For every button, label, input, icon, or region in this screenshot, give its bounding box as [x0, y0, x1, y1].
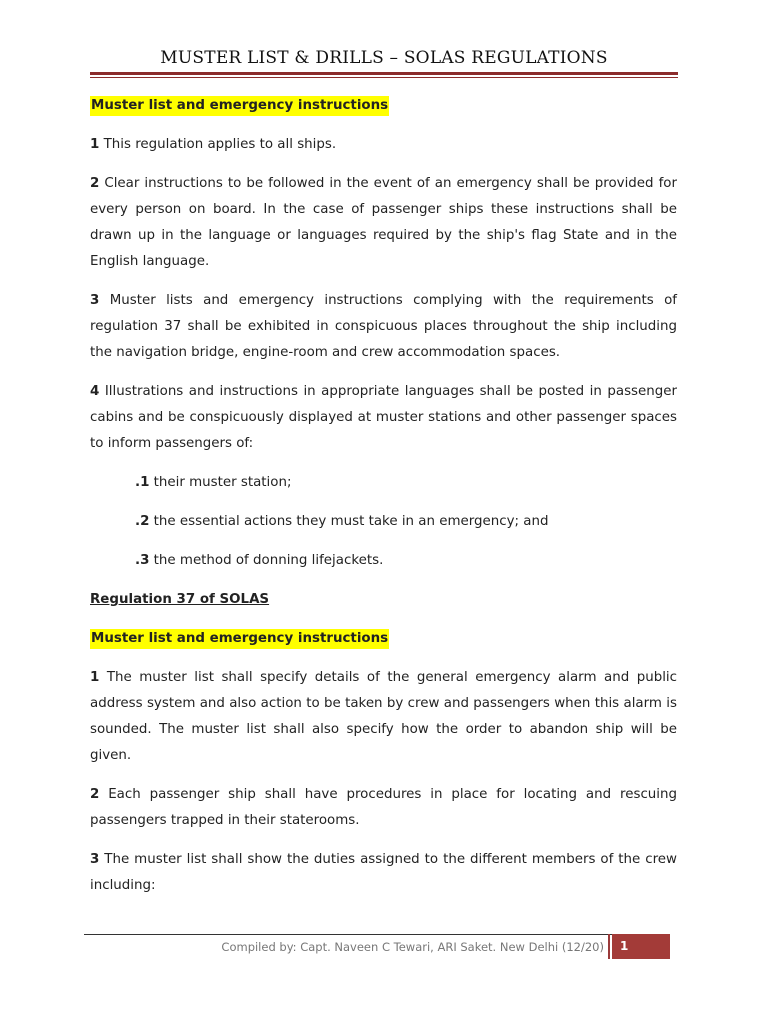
paragraph-text: Illustrations and instructions in appropriate languages shall be posted in passenger cabins and be conspicuously displayed at muster stations and other passenger spaces to inform passengers of: [90, 384, 677, 451]
page-title: MUSTER LIST & DRILLS – SOLAS REGULATIONS [160, 48, 608, 68]
list-item-text: the method of donning lifejackets. [149, 553, 384, 568]
highlighted-heading-text: Muster list and emergency instructions [90, 96, 389, 116]
paragraph-text: This regulation applies to all ships. [99, 137, 337, 152]
paragraph-1 [90, 665, 677, 769]
highlighted-heading-text: Muster list and emergency instructions [90, 629, 389, 649]
underlined-heading-text: Regulation 37 of SOLAS [90, 592, 270, 607]
header-rule-thick [90, 72, 678, 75]
list-item [135, 548, 677, 574]
footer-separator [608, 934, 610, 959]
paragraph-number: 2 [90, 176, 100, 191]
paragraph-number: 3 [90, 852, 100, 867]
paragraph-number: 4 [90, 384, 100, 399]
paragraph-3 [90, 847, 677, 899]
paragraph-2 [90, 782, 677, 834]
list-item-text: the essential actions they must take in an emergency; and [149, 514, 549, 529]
section-heading-regulation-37 [90, 626, 677, 652]
paragraph-4 [90, 379, 677, 457]
page-number-badge: 1 [612, 934, 670, 959]
paragraph-number: 3 [90, 293, 100, 308]
list-item-text: their muster station; [149, 475, 292, 490]
paragraph-text: Each passenger ship shall have procedures in place for locating and rescuing passengers trapped in their staterooms. [90, 787, 677, 828]
section-heading-muster-list [90, 93, 677, 119]
footer-rule [84, 934, 670, 935]
paragraph-text: The muster list shall specify details of the general emergency alarm and public address system and also action to be taken by crew and passengers when this alarm is sounded. The muster list shall also specify how the order to abandon ship will be given. [90, 670, 677, 763]
paragraph-3 [90, 288, 677, 366]
paragraph-1 [90, 132, 677, 158]
list-item-number: .1 [135, 475, 150, 490]
paragraph-text: Muster lists and emergency instructions complying with the requirements of regulation 37 shall be exhibited in conspicuous places throughout the ship including the navigation bridge, engine-room and crew accommodation spaces. [90, 293, 677, 360]
header-rule-thin [90, 77, 678, 78]
paragraph-2 [90, 171, 677, 275]
list-item [135, 470, 677, 496]
list-item [135, 509, 677, 535]
footer-credit: Compiled by: Capt. Naveen C Tewari, ARI Saket. New Delhi (12/20) [221, 940, 604, 954]
paragraph-number: 2 [90, 787, 100, 802]
paragraph-text: Clear instructions to be followed in the event of an emergency shall be provided for every person on board. In the case of passenger ships these instructions shall be drawn up in the language or languages required by the ship's flag State and in the English language. [90, 176, 677, 269]
list-item-number: .2 [135, 514, 150, 529]
list-item-number: .3 [135, 553, 150, 568]
paragraph-text: The muster list shall show the duties assigned to the different members of the crew including: [90, 852, 677, 893]
regulation-heading [90, 587, 677, 613]
document-body [90, 93, 677, 912]
paragraph-number: 1 [90, 670, 100, 685]
paragraph-number: 1 [90, 137, 100, 152]
